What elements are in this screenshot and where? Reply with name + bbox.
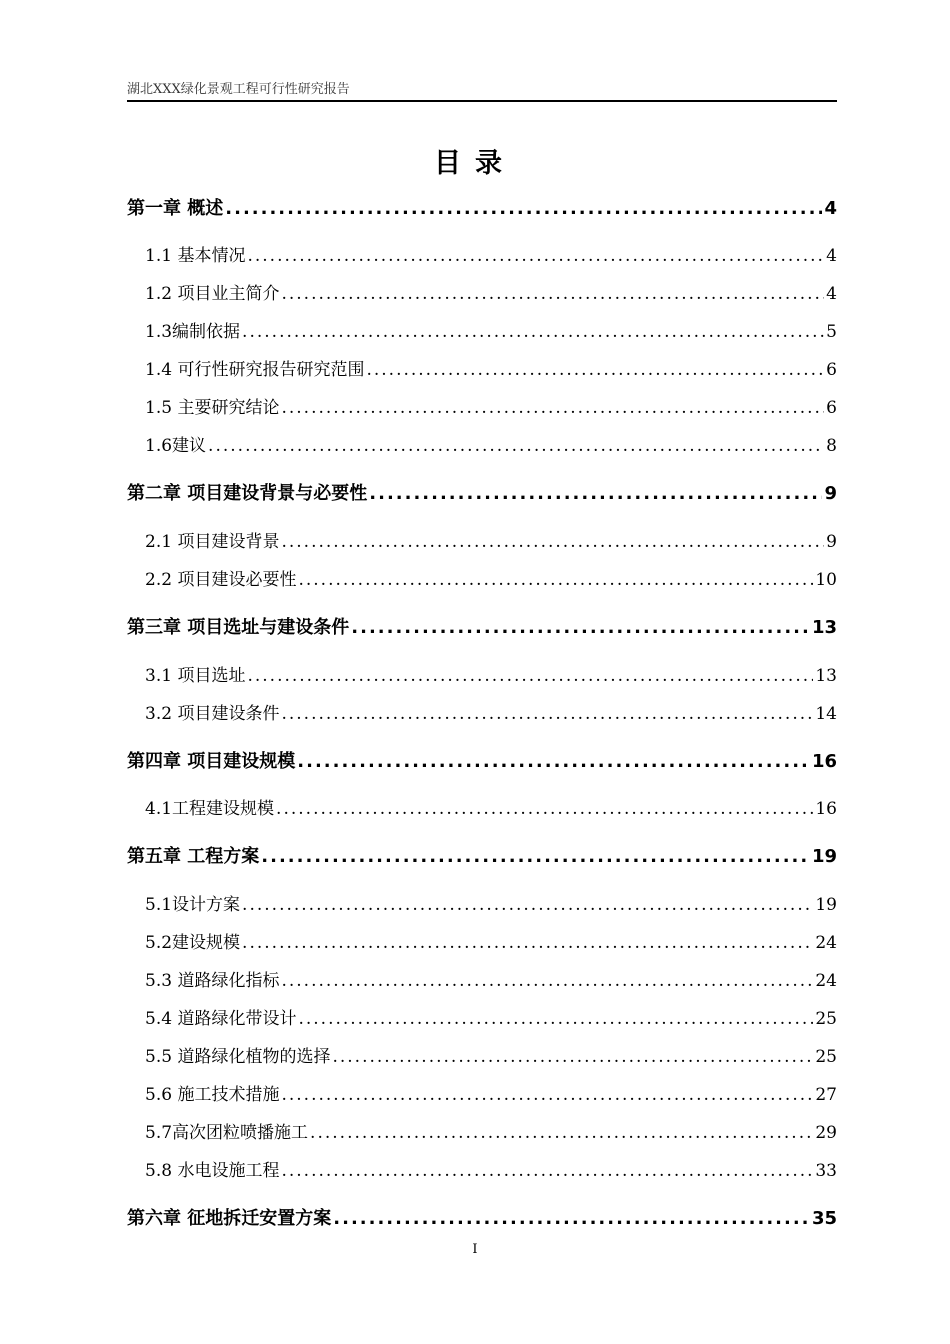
toc-entry-label: 1.1 基本情况 — [145, 246, 246, 266]
toc-dot-leader — [281, 1085, 813, 1105]
toc-entry-label: 5.7高次团粒喷播施工 — [145, 1123, 309, 1143]
toc-entry-page: 4 — [826, 246, 837, 266]
toc-section-entry[interactable] — [145, 1118, 837, 1143]
toc-entry-page: 6 — [826, 360, 837, 380]
toc-section-entry[interactable] — [145, 661, 837, 686]
toc-dot-leader — [281, 1161, 813, 1181]
toc-dot-leader — [242, 322, 824, 342]
toc-entry-page: 25 — [815, 1009, 837, 1029]
toc-entry-page: 24 — [815, 971, 837, 991]
toc-entry-page: 8 — [826, 436, 837, 456]
toc-entry-label: 5.2建设规模 — [145, 933, 241, 953]
toc-entry-label: 4.1工程建设规模 — [145, 799, 275, 819]
toc-dot-leader — [332, 1047, 813, 1067]
toc-section-entry[interactable] — [145, 241, 837, 266]
toc-dot-leader — [298, 570, 813, 590]
toc-entry-page: 35 — [811, 1208, 837, 1229]
toc-section-entry[interactable] — [145, 1042, 837, 1067]
toc-entry-page: 10 — [815, 570, 837, 590]
toc-entry-label: 第六章 征地拆迁安置方案 — [127, 1208, 332, 1229]
toc-dot-leader — [281, 971, 813, 991]
toc-entry-label: 1.4 可行性研究报告研究范围 — [145, 360, 365, 380]
toc-entry-page: 19 — [811, 846, 837, 867]
toc-entry-label: 1.3编制依据 — [145, 322, 241, 342]
toc-entry-page: 25 — [815, 1047, 837, 1067]
running-header — [127, 80, 837, 102]
toc-entry-label: 2.1 项目建设背景 — [145, 532, 280, 552]
toc-entry-label: 1.5 主要研究结论 — [145, 398, 280, 418]
toc-section-entry[interactable] — [145, 794, 837, 819]
toc-section-entry[interactable] — [145, 527, 837, 552]
toc-entry-label: 1.6建议 — [145, 436, 207, 456]
toc-entry-label: 第一章 概述 — [127, 198, 224, 219]
toc-section-entry[interactable] — [145, 890, 837, 915]
toc-section-entry[interactable] — [145, 279, 837, 304]
toc-section-entry[interactable] — [145, 565, 837, 590]
toc-section-entry[interactable] — [145, 317, 837, 342]
toc-chapter-entry[interactable] — [127, 1204, 837, 1230]
toc-dot-leader — [281, 704, 813, 724]
toc-section-entry[interactable] — [145, 355, 837, 380]
toc-entry-label: 5.5 道路绿化植物的选择 — [145, 1047, 331, 1067]
toc-entry-page: 4 — [826, 284, 837, 304]
toc-entry-label: 第三章 项目选址与建设条件 — [127, 617, 350, 638]
toc-entry-label: 3.2 项目建设条件 — [145, 704, 280, 724]
toc-section-entry[interactable] — [145, 699, 837, 724]
toc-entry-label: 5.3 道路绿化指标 — [145, 971, 280, 991]
toc-entry-page: 16 — [815, 799, 837, 819]
toc-entry-label: 第五章 工程方案 — [127, 846, 260, 867]
toc-section-entry[interactable] — [145, 393, 837, 418]
toc-entry-label: 5.1设计方案 — [145, 895, 241, 915]
page-title: 目录 — [434, 148, 516, 179]
toc-entry-page: 9 — [826, 532, 837, 552]
toc-dot-leader — [281, 398, 824, 418]
toc-entry-page: 13 — [815, 666, 837, 686]
toc-entry-page: 4 — [824, 198, 837, 219]
toc-dot-leader — [247, 246, 824, 266]
toc-entry-label: 第二章 项目建设背景与必要性 — [127, 483, 368, 504]
toc-chapter-entry[interactable] — [127, 479, 837, 505]
toc-dot-leader — [247, 666, 813, 686]
toc-entry-page: 19 — [815, 895, 837, 915]
toc-entry-label: 第四章 项目建设规模 — [127, 751, 296, 772]
toc-section-entry[interactable] — [145, 1156, 837, 1181]
toc-entry-page: 6 — [826, 398, 837, 418]
toc-dot-leader — [225, 198, 822, 219]
toc-dot-leader — [333, 1208, 810, 1229]
toc-dot-leader — [281, 284, 824, 304]
toc-entry-page: 14 — [815, 704, 837, 724]
toc-entry-label: 1.2 项目业主简介 — [145, 284, 280, 304]
toc-section-entry[interactable] — [145, 966, 837, 991]
toc-dot-leader — [366, 360, 824, 380]
page-number: I — [472, 1242, 478, 1257]
toc-entry-page: 13 — [811, 617, 837, 638]
header-text: 湖北XXX绿化景观工程可行性研究报告 — [127, 82, 350, 97]
toc-entry-label: 3.1 项目选址 — [145, 666, 246, 686]
toc-entry-page: 29 — [815, 1123, 837, 1143]
toc-dot-leader — [261, 846, 810, 867]
toc-chapter-entry[interactable] — [127, 613, 837, 639]
toc-entry-page: 9 — [824, 483, 837, 504]
toc-chapter-entry[interactable] — [127, 842, 837, 868]
toc-dot-leader — [281, 532, 824, 552]
toc-entry-label: 5.4 道路绿化带设计 — [145, 1009, 297, 1029]
toc-dot-leader — [310, 1123, 813, 1143]
toc-section-entry[interactable] — [145, 1004, 837, 1029]
toc-dot-leader — [276, 799, 813, 819]
toc-entry-page: 16 — [811, 751, 837, 772]
toc-entry-label: 2.2 项目建设必要性 — [145, 570, 297, 590]
toc-chapter-entry[interactable] — [127, 194, 837, 220]
toc-entry-page: 5 — [826, 322, 837, 342]
toc-section-entry[interactable] — [145, 928, 837, 953]
toc-entry-page: 33 — [815, 1161, 837, 1181]
toc-dot-leader — [242, 933, 813, 953]
toc-section-entry[interactable] — [145, 1080, 837, 1105]
toc-entry-label: 5.8 水电设施工程 — [145, 1161, 280, 1181]
toc-dot-leader — [369, 483, 822, 504]
toc-entry-label: 5.6 施工技术措施 — [145, 1085, 280, 1105]
toc-chapter-entry[interactable] — [127, 747, 837, 773]
toc-dot-leader — [351, 617, 810, 638]
toc-dot-leader — [298, 1009, 813, 1029]
toc-entry-page: 24 — [815, 933, 837, 953]
toc-dot-leader — [208, 436, 824, 456]
toc-dot-leader — [242, 895, 813, 915]
toc-section-entry[interactable] — [145, 431, 837, 456]
toc-dot-leader — [297, 751, 810, 772]
toc-entry-page: 27 — [815, 1085, 837, 1105]
